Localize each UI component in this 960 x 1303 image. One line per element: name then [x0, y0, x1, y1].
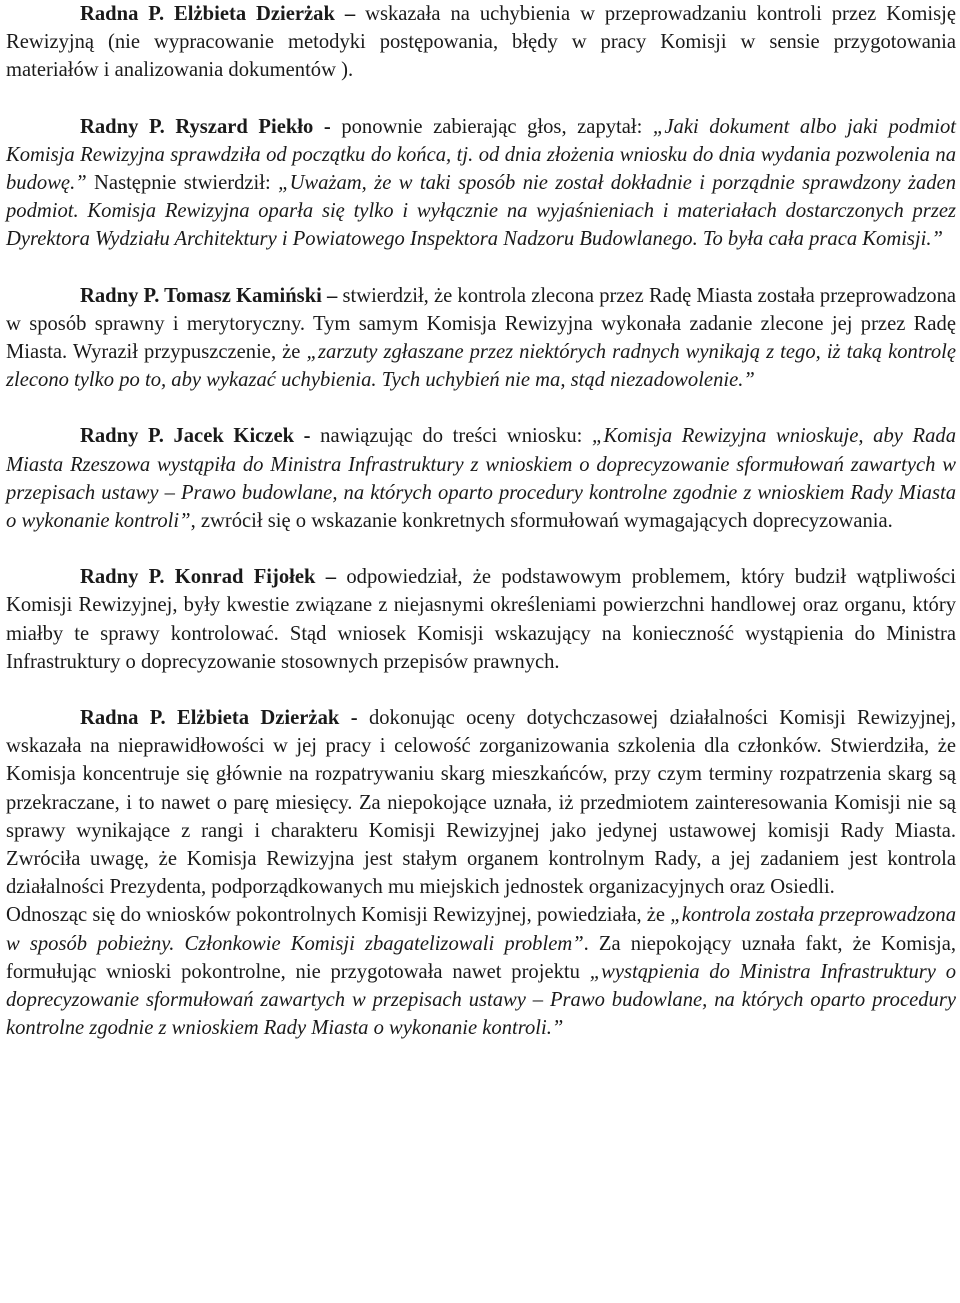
- speaker-name: Radny P. Konrad Fijołek –: [80, 566, 337, 589]
- paragraph-text: . Za niepokojący uznała fakt, że Komisja, formułując wnioski pokontrolne, nie przygotowała nawet projektu: [6, 932, 956, 983]
- paragraph-kaminski: [6, 282, 956, 395]
- paragraph-text: stwierdził, że kontrola zlecona przez Radę Miasta została przeprowadzona w sposób sprawny i merytoryczny. Tym samym Komisja Rewizyjna wykonała zadanie zlecone jej przez Radę Miasta. Wyraził przypuszczenie, że: [6, 284, 957, 364]
- paragraph-pieklo: [6, 113, 956, 254]
- paragraph-dzierzak-1: [6, 0, 956, 85]
- paragraph-text: ponownie zabierając głos, zapytał:: [330, 115, 653, 138]
- paragraph-text: nawiązując do treści wniosku:: [310, 425, 592, 448]
- paragraph-text: odpowiedział, że podstawowym problemem, który budził wątpliwości Komisji Rewizyjnej, były kwestie związane z niejasnymi określeniami powierzchni handlowej oraz organu, który miałby te sprawy kontrolować. Stąd wniosek Komisji wskazujący na konieczność wystąpienia do Ministra Infrastruktury o doprecyzowanie stosownych przepisów prawnych.: [6, 566, 957, 673]
- paragraph-fijolek: [6, 563, 956, 676]
- speaker-name: Radny P. Ryszard Piekło -: [80, 115, 331, 138]
- paragraph-text: dokonując oceny dotychczasowej działalności Komisji Rewizyjnej, wskazała na nieprawidłowości w jej pracy i celowość zorganizowania szkolenia dla członków. Stwierdziła, że Komisja koncentruje się głównie na rozpatrywaniu skarg mieszkańców, przy czym terminy rozpatrzenia skarg są przekraczane, i to nawet o parę miesięcy. Za niepokojące uznała, iż przedmiotem zainteresowania Komisji nie są sprawy wynikające z rangi i charakteru Komisji Rewizyjnej jako jedynej ustawowej komisji Rady Miasta. Zwróciła uwagę, że Komisja Rewizyjna jest stałym organem kontrolnym Rady, a jej zadaniem jest kontrola działalności Prezydenta, podporządkowanych mu miejskich jednostek organizacyjnych oraz Osiedli.: [6, 707, 956, 899]
- speaker-name: Radna P. Elżbieta Dzierżak –: [80, 3, 356, 25]
- paragraph-text: Następnie stwierdził:: [86, 172, 279, 195]
- quoted-text: „Komisja Rewizyjna wnioskuje, aby Rada Miasta Rzeszowa wystąpiła do Ministra Infrastruktury z wnioskiem o doprecyzowanie sformułowań zawartych w przepisach ustawy – Prawo budowlane, na których oparto procedury kontrolne zgodnie z wnioskiem Rady Miasta o wykonanie kontroli”: [6, 425, 956, 533]
- speaker-name: Radny P. Jacek Kiczek -: [80, 425, 311, 448]
- paragraph-text: Odnosząc się do wniosków pokontrolnych Komisji Rewizyjnej, powiedziała, że: [6, 904, 671, 927]
- speaker-name: Radna P. Elżbieta Dzierżak -: [80, 707, 358, 730]
- paragraph-dzierzak-2: [6, 704, 956, 901]
- paragraph-dzierzak-continuation: [6, 901, 956, 1042]
- quoted-text: „Uważam, że w taki sposób nie został dokładnie i porządnie sprawdzony żaden podmiot. Komisja Rewizyjna oparła się tylko i wyłącznie na wyjaśnieniach i materiałach dostarczonych przez Dyrektora Wydziału Architektury i Powiatowego Inspektora Nadzoru Budowlanego. To była cała praca Komisji.”: [6, 172, 956, 251]
- document-page: [6, 0, 956, 1043]
- quoted-text: „kontrola została przeprowadzona w sposób pobieżny. Członkowie Komisji zbagatelizowali problem”: [6, 904, 956, 955]
- quoted-text: „wystąpienia do Ministra Infrastruktury o doprecyzowanie sformułowań zawartych w przepisach ustawy – Prawo budowlane, na których oparto procedury kontrolne zgodnie z wnioskiem Rady Miasta o wykonanie kontroli.”: [6, 960, 956, 1040]
- quoted-text: „Jaki dokument albo jaki podmiot Komisja Rewizyjna sprawdziła od początku do końca, tj. od dnia złożenia wniosku do dnia wydania pozwolenia na budowę.”: [6, 115, 957, 195]
- paragraph-text: wskazała na uchybienia w przeprowadzaniu kontroli przez Komisję Rewizyjną (nie wypracowanie metodyki postępowania, błędy w pracy Komisji w sensie przygotowania materiałów i analizowania dokumentów ).: [6, 3, 956, 82]
- paragraph-kiczek: [6, 422, 956, 535]
- quoted-text: „zarzuty zgłaszane przez niektórych radnych wynikają z tego, iż taką kontrolę zlecono tylko po to, aby wykazać uchybienia. Tych uchybień nie ma, stąd niezadowolenie.”: [6, 341, 956, 392]
- paragraph-text: , zwrócił się o wskazanie konkretnych sformułowań wymagających doprecyzowania.: [190, 510, 893, 533]
- speaker-name: Radny P. Tomasz Kamiński –: [80, 284, 338, 307]
